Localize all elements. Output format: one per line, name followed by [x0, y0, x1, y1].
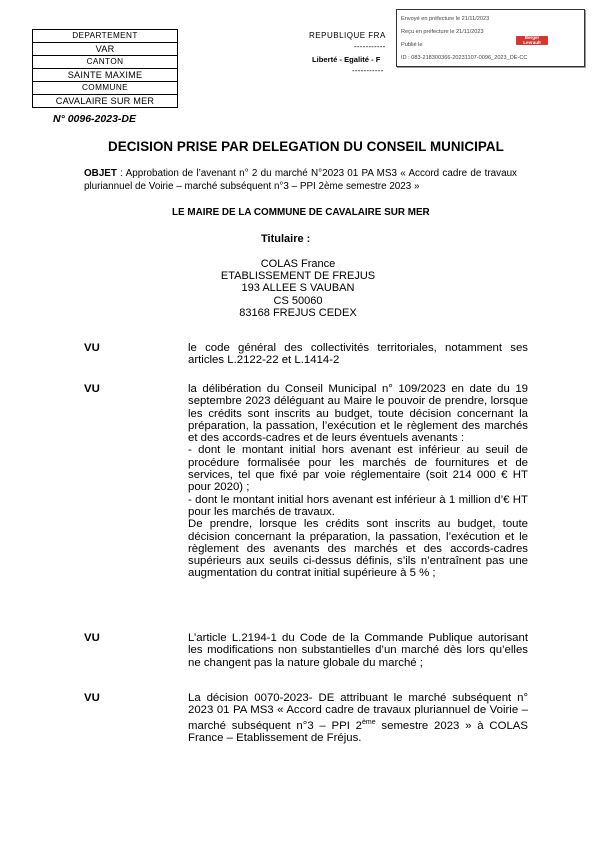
vu4-superscript: ème — [362, 718, 376, 726]
admin-box — [32, 29, 178, 108]
berger-levrault-logo: Berger Levrault — [516, 36, 548, 45]
admin-row-departement: DEPARTEMENT — [33, 30, 177, 43]
vu-text-1: le code général des collectivités territoriales, notamment ses articles L.2122-22 et L.1414-2 — [188, 342, 528, 367]
vu2-paragraph-1: la délibération du Conseil Municipal n° 109/2023 en date du 19 septembre 2023 déléguant au Maire le pouvoir de prendre, lorsque les crédits sont inscrits au budget, toute décision concernant la préparation, la passation, l’exécution et le règlement des marchés et des accords-cadres et de leurs éventuels avenants : — [188, 383, 528, 445]
admin-row-cavalaire: CAVALAIRE SUR MER — [55, 96, 155, 106]
vu-text-4 — [188, 692, 528, 744]
vu-text-2 — [188, 383, 528, 580]
admin-row-var: VAR — [33, 43, 177, 56]
objet-text: : Approbation de l’avenant n° 2 du marché N°2023 01 PA MS3 « Accord cadre de travaux pluriannuel de Voirie – marché subséquent n°3 – PPI 2ème semestre 2023 » — [84, 168, 517, 192]
objet-label: OBJET — [84, 168, 117, 179]
vu2-paragraph-4: De prendre, lorsque les crédits sont inscrits au budget, toute décision concernant la préparation, la passation, l’exécution et le règlement des avenants des marchés et des accords-cadres supérieurs aux seuils ci-dessus définis, s’ils n’entraînent pas une augmentation du contrat initial supérieure à 5 % ; — [188, 518, 528, 580]
vu-label-3: VU — [84, 632, 100, 644]
stamp-sent: Envoyé en préfecture le 21/11/2023 — [401, 16, 490, 22]
address-line-establishment: ETABLISSEMENT DE FREJUS — [220, 270, 376, 283]
vu-text-3: L’article L.2194-1 du Code de la Commande Publique autorisant les modifications non substantielles d’un marché dès lors qu’elles ne changent pas la nature globale du marché ; — [188, 632, 528, 669]
vu4-text-before: La décision 0070-2023- DE attribuant le marché subséquent n° 2023 01 PA MS3 « Accord cadre de travaux pluriannuel de Voirie – marché subséquent n°3 – PPI 2 — [188, 692, 528, 732]
stamp-id: ID : 083-218300366-20231107-0096_2023_DE-CC — [401, 55, 528, 61]
vu-label-1: VU — [84, 342, 100, 354]
address-line-city: 83168 FREJUS CEDEX — [239, 306, 357, 319]
stamp-received: Reçu en préfecture le 21/11/2023 — [401, 29, 484, 35]
vu2-paragraph-3: - dont le montant initial hors avenant est inférieur à 1 million d’€ HT pour les marchés de travaux. — [188, 493, 528, 518]
vu-label-2: VU — [84, 383, 100, 395]
vu-label-4: VU — [84, 692, 100, 704]
admin-row-canton: CANTON — [33, 56, 177, 69]
stamp-published: Publié le — [401, 42, 423, 48]
republic-dots-top: ----------- — [354, 42, 386, 51]
address-line-street: 193 ALLEE S VAUBAN — [241, 282, 355, 295]
maire-heading: LE MAIRE DE LA COMMUNE DE CAVALAIRE SUR MER — [172, 207, 430, 218]
objet-paragraph — [84, 167, 517, 193]
admin-row-commune: COMMUNE — [33, 82, 177, 95]
prefecture-stamp — [396, 9, 585, 67]
vu2-paragraph-2: - dont le montant initial hors avenant est inférieur au seuil de procédure formalisée pour les marchés de fournitures et de services, tel que fixé par voie réglementaire (soit 214 000 € HT pour 2020) ; — [188, 444, 528, 494]
republic-name: REPUBLIQUE FRA — [309, 31, 386, 40]
titulaire-address — [0, 258, 595, 319]
vu4-text-after: semestre 2023 » à COLAS France – Etablissement de Fréjus. — [188, 719, 528, 744]
decision-number: N° 0096-2023-DE — [53, 113, 136, 125]
titulaire-label: Titulaire : — [261, 233, 311, 245]
address-line-company: COLAS France — [260, 258, 336, 270]
admin-row-sainte-maxime: SAINTE MAXIME — [33, 69, 177, 82]
republic-dots-bottom: ----------- — [352, 66, 384, 75]
page-title: DECISION PRISE PAR DELEGATION DU CONSEIL MUNICIPAL — [108, 139, 504, 154]
republic-motto: Liberté - Egalité - F — [312, 55, 381, 64]
address-line-cs: CS 50060 — [273, 294, 323, 307]
